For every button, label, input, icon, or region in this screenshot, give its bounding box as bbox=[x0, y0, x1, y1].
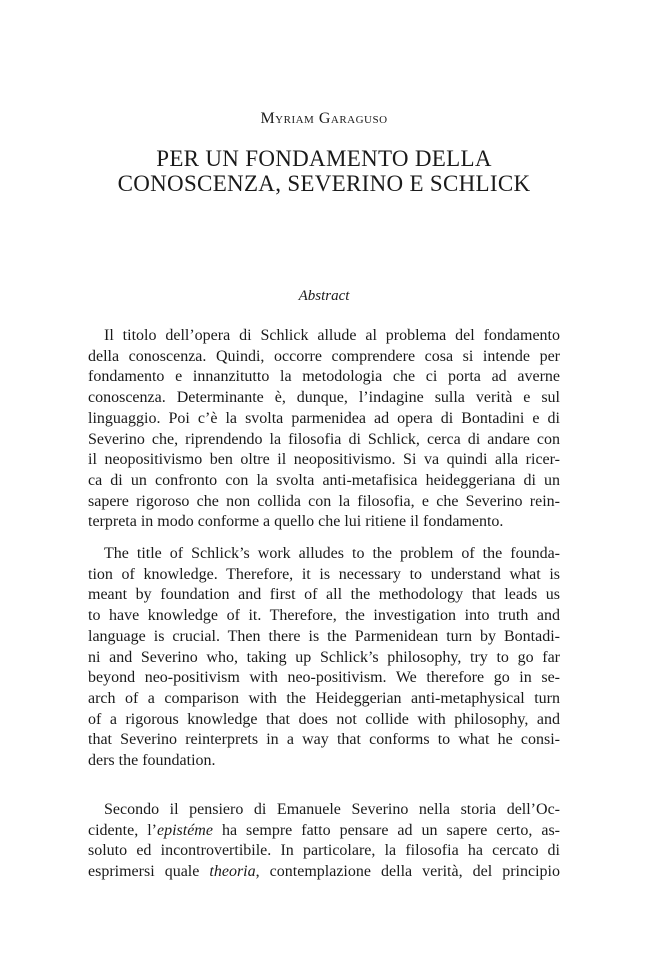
body-italic-term: epistéme bbox=[156, 821, 213, 839]
abstract-en-line: tion of knowledge. Therefore, it is necessary to understand what is bbox=[88, 565, 560, 583]
abstract-it-line: il neopositivismo ben oltre il neopositivismo. Si va quindi alla ricer- bbox=[88, 451, 560, 469]
abstract-it-line: linguaggio. Poi c’è la svolta parmenidea ad opera di Bontadini e di bbox=[88, 409, 560, 427]
author-name: Myriam Garaguso bbox=[260, 110, 388, 127]
abstract-it-line: della conoscenza. Quindi, occorre comprendere cosa si intende per bbox=[88, 347, 560, 365]
abstract-en-line: that Severino reinterprets in a way that conforms to what he consi- bbox=[88, 731, 560, 749]
body-text: ha sempre fatto pensare ad un sapere certo, as- bbox=[212, 821, 560, 839]
abstract-it-line: Severino che, riprendendo la filosofia di Schlick, cerca di andare con bbox=[88, 430, 560, 448]
abstract-en-line: arch of a comparison with the Heideggerian anti-metaphysical turn bbox=[88, 689, 560, 707]
abstract-it-line: conoscenza. Determinante è, dunque, l’indagine sulla verità e sul bbox=[88, 389, 560, 407]
abstract-en-line: meant by foundation and first of all the methodology that leads us bbox=[88, 586, 560, 604]
title-line-2: CONOSCENZA, SEVERINO E SCHLICK bbox=[117, 171, 531, 196]
body-text: cidente, l’ bbox=[88, 821, 157, 839]
title-line-1: PER UN FONDAMENTO DELLA bbox=[156, 146, 492, 171]
abstract-en-line: to have knowledge of it. Therefore, the investigation into truth and bbox=[88, 607, 560, 625]
abstract-en-line: language is crucial. Then there is the Parmenidean turn by Bontadi- bbox=[88, 627, 560, 645]
abstract-en-line: The title of Schlick’s work alludes to the problem of the founda- bbox=[104, 545, 560, 562]
abstract-en-line: of a rigorous knowledge that does not collide with philosophy, and bbox=[88, 710, 560, 728]
paper-title bbox=[68, 146, 580, 196]
body-line bbox=[88, 841, 560, 862]
abstract-it-line: terpreta in modo conforme a quello che lui ritiene il fondamento. bbox=[88, 513, 504, 531]
abstract-heading: Abstract bbox=[298, 288, 350, 304]
abstract-it-line: ca di un confronto con la svolta anti-metafisica heideggeriana di un bbox=[88, 471, 560, 489]
body-line bbox=[88, 862, 560, 883]
abstract-it-line: Il titolo dell’opera di Schlick allude al problema del fondamento bbox=[104, 327, 560, 344]
body-text: , contemplazione della verità, del principio bbox=[255, 863, 560, 881]
body-line bbox=[88, 800, 560, 821]
body-text: Secondo il pensiero di Emanuele Severino nella storia dell’Oc- bbox=[104, 801, 560, 818]
abstract-en-line: ni and Severino who, taking up Schlick’s philosophy, try to go far bbox=[88, 648, 560, 666]
abstract-it-line: sapere rigoroso che non collida con la filosofia, e che Severino rein- bbox=[88, 492, 560, 510]
abstract-en-line: beyond neo-positivism with neo-positivism. We therefore go in se- bbox=[88, 669, 560, 687]
body-text: esprimersi quale bbox=[88, 863, 210, 881]
body-line bbox=[88, 821, 560, 842]
abstract-en-line: ders the foundation. bbox=[88, 752, 216, 770]
abstract-italian bbox=[88, 326, 560, 533]
body-paragraph bbox=[88, 800, 560, 883]
body-italic-term: theoria bbox=[209, 863, 256, 881]
body-text: soluto ed incontrovertibile. In particolare, la filosofia ha cercato di bbox=[88, 842, 560, 860]
abstract-it-line: fondamento e innanzitutto la metodologia che ci porta ad averne bbox=[88, 368, 560, 386]
abstract-english bbox=[88, 544, 560, 772]
